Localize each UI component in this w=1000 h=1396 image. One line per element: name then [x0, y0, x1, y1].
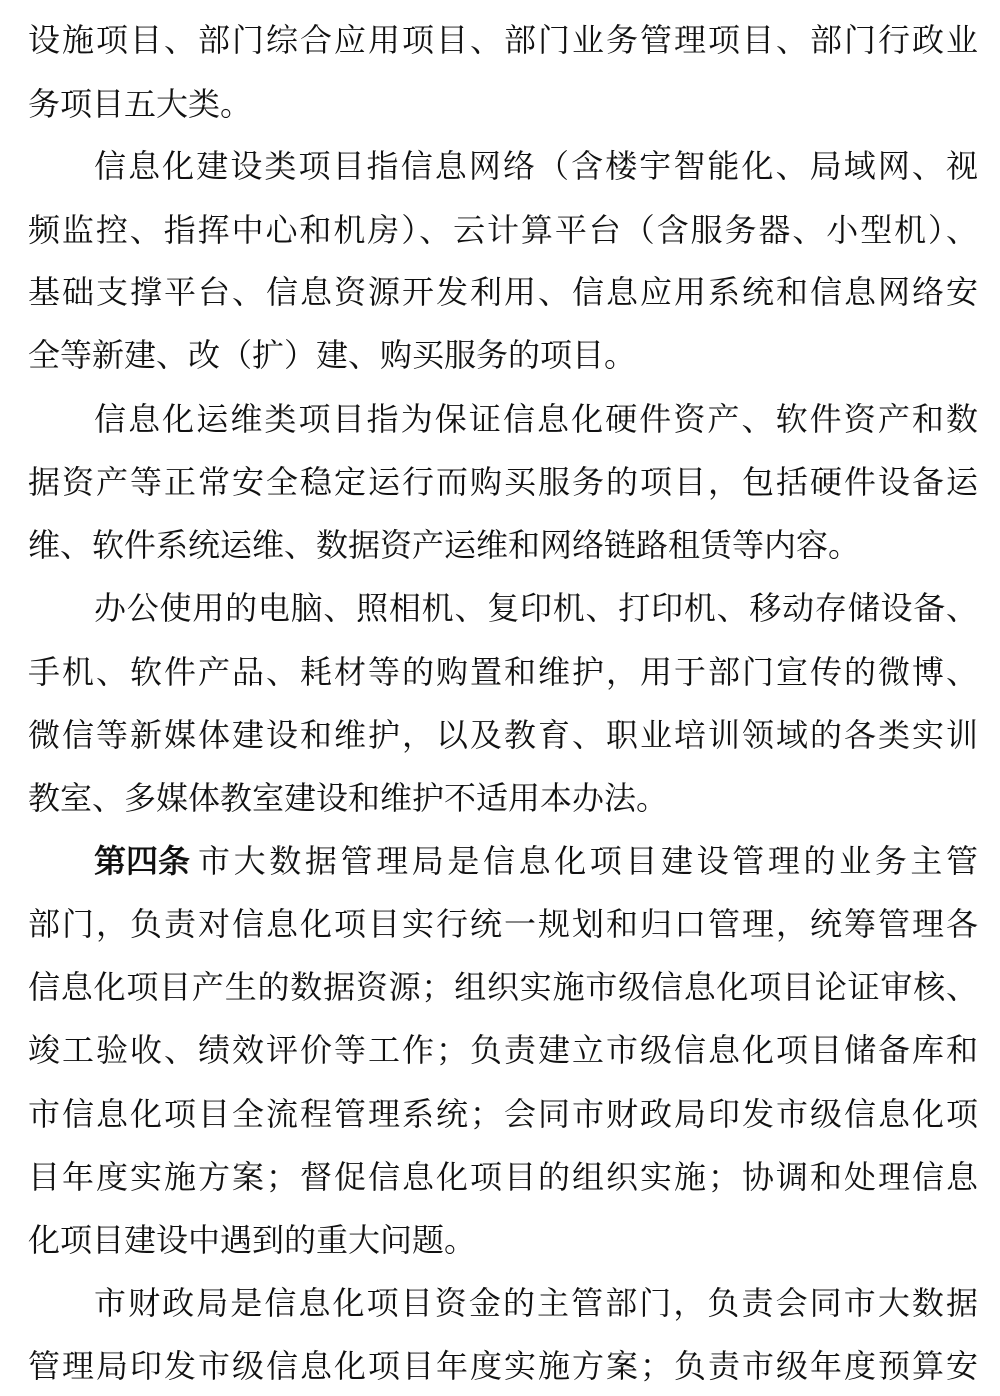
text-line: 竣工验收、绩效评价等工作；负责建立市级信息化项目储备库和 [28, 1031, 978, 1069]
text-line: 设施项目、部门综合应用项目、部门业务管理项目、部门行政业 [28, 21, 978, 59]
paragraph-first-line: 市财政局是信息化项目资金的主管部门，负责会同市大数据 [94, 1284, 978, 1322]
article-text: 市大数据管理局是信息化项目建设管理的业务主管 [198, 842, 978, 880]
text-line: 市信息化项目全流程管理系统；会同市财政局印发市级信息化项 [28, 1095, 978, 1133]
text-line: 全等新建、改（扩）建、购买服务的项目。 [28, 336, 637, 374]
text-line: 据资产等正常安全稳定运行而购买服务的项目，包括硬件设备运 [28, 463, 978, 501]
paragraph-first-line: 信息化运维类项目指为保证信息化硬件资产、软件资产和数 [94, 400, 978, 438]
text-line: 基础支撑平台、信息资源开发利用、信息应用系统和信息网络安 [28, 273, 978, 311]
text-line: 维、软件系统运维、数据资产运维和网络链路租赁等内容。 [28, 526, 861, 564]
paragraph-first-line: 办公使用的电脑、照相机、复印机、打印机、移动存储设备、 [94, 589, 978, 627]
text-line: 手机、软件产品、耗材等的购置和维护，用于部门宣传的微博、 [28, 653, 978, 691]
text-line: 教室、多媒体教室建设和维护不适用本办法。 [28, 779, 669, 817]
text-line: 管理局印发市级信息化项目年度实施方案；负责市级年度预算安 [28, 1347, 978, 1385]
article-heading: 第四条 [94, 842, 191, 880]
text-line: 务项目五大类。 [28, 85, 253, 123]
text-line: 目年度实施方案；督促信息化项目的组织实施；协调和处理信息 [28, 1158, 978, 1196]
text-line: 部门，负责对信息化项目实行统一规划和归口管理，统筹管理各 [28, 905, 978, 943]
text-line: 化项目建设中遇到的重大问题。 [28, 1221, 477, 1259]
text-line: 微信等新媒体建设和维护，以及教育、职业培训领域的各类实训 [28, 716, 978, 754]
text-line: 频监控、指挥中心和机房）、云计算平台（含服务器、小型机）、 [28, 211, 978, 249]
article-first-line [94, 831, 978, 891]
paragraph-first-line: 信息化建设类项目指信息网络（含楼宇智能化、局域网、视 [94, 147, 978, 185]
text-line: 信息化项目产生的数据资源；组织实施市级信息化项目论证审核、 [28, 968, 978, 1006]
